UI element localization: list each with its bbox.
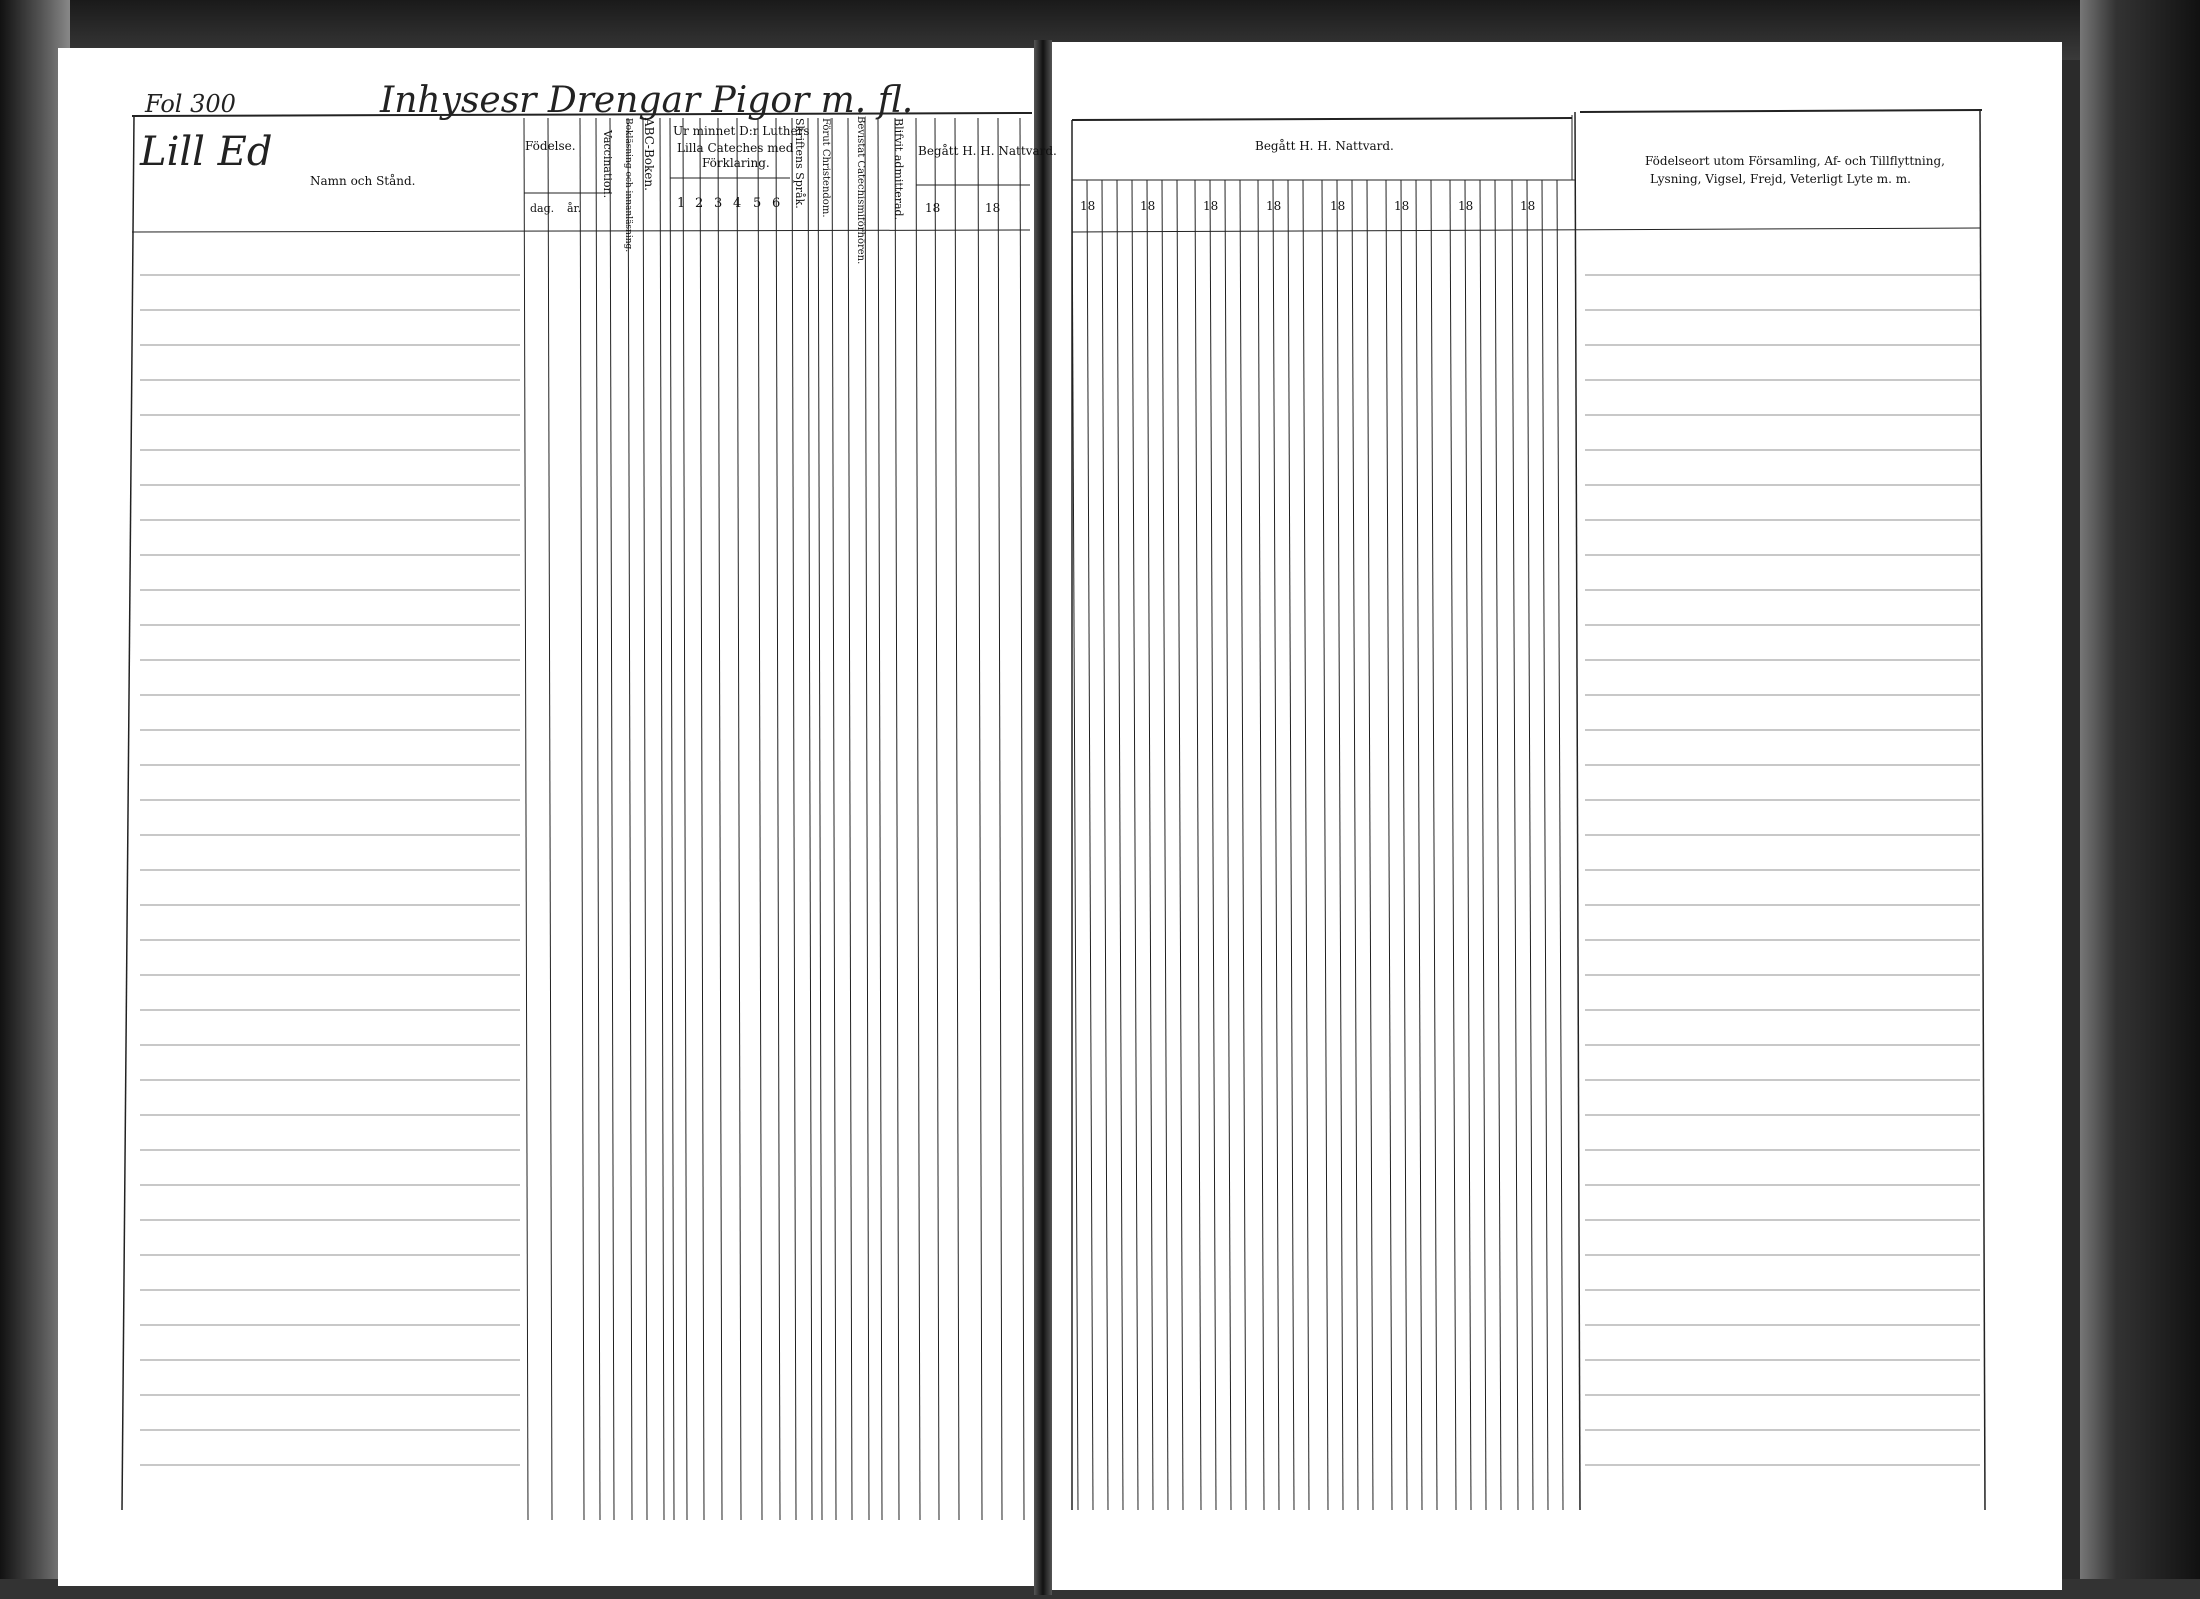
left-column-rule bbox=[718, 118, 722, 1520]
remarks-header-line-2: Lysning, Vigsel, Frejd, Veterligt Lyte m. m. bbox=[1650, 172, 1911, 186]
right-column-rule bbox=[1480, 180, 1486, 1510]
right-column-rule bbox=[1512, 180, 1518, 1510]
right-column-rule bbox=[1352, 180, 1358, 1510]
right-table-right-edge bbox=[1980, 110, 1985, 1510]
right-column-rule bbox=[1147, 180, 1153, 1510]
right-column-rule bbox=[1401, 180, 1407, 1510]
catechism-header-line-2: Lilla Cateches med bbox=[677, 141, 794, 155]
left-column-rule bbox=[808, 118, 812, 1520]
left-column-rule bbox=[935, 118, 939, 1520]
birth-year-header: år. bbox=[567, 202, 582, 215]
left-column-rule bbox=[758, 118, 762, 1520]
right-column-rule bbox=[1367, 180, 1373, 1510]
left-column-rule bbox=[955, 118, 959, 1520]
right-header-bottom bbox=[1072, 228, 1980, 232]
right-column-rule bbox=[1273, 180, 1279, 1510]
left-column-rule bbox=[848, 118, 852, 1520]
abc-book-header: ABC-Boken. bbox=[642, 118, 656, 191]
catechism-header-line-3: Förklaring. bbox=[702, 156, 770, 170]
right-column-rule bbox=[1557, 180, 1563, 1510]
left-column-rule bbox=[818, 118, 822, 1520]
right-column-rule bbox=[1132, 180, 1138, 1510]
left-column-rule bbox=[700, 118, 704, 1520]
right-column-rule bbox=[1288, 180, 1294, 1510]
christian-faith-header: Förut Christendom. bbox=[820, 118, 831, 218]
catechism-part-numbers bbox=[677, 196, 780, 211]
left-communion-year-label: 18 bbox=[985, 201, 1001, 215]
left-column-rule bbox=[895, 118, 899, 1520]
left-table-left-edge bbox=[122, 116, 134, 1510]
left-column-rule bbox=[580, 118, 584, 1520]
left-column-rule bbox=[628, 118, 632, 1520]
left-column-rule bbox=[596, 118, 600, 1520]
catechism-part-number: 2 bbox=[695, 196, 704, 211]
right-column-rule bbox=[1450, 180, 1456, 1510]
left-column-rule bbox=[524, 118, 528, 1520]
handwritten-village-name: Lill Ed bbox=[140, 129, 273, 175]
right-column-rule bbox=[1117, 180, 1123, 1510]
left-column-rule bbox=[776, 118, 780, 1520]
vaccination-header: Vaccination. bbox=[601, 130, 614, 199]
left-column-rule bbox=[548, 118, 552, 1520]
right-communion-year-label: 18 bbox=[1140, 199, 1156, 213]
right-column-rule bbox=[1162, 180, 1168, 1510]
right-communion-year-label: 18 bbox=[1266, 199, 1282, 213]
left-column-rule bbox=[660, 118, 664, 1520]
catechism-part-number: 3 bbox=[714, 196, 723, 211]
left-column-rule bbox=[683, 118, 687, 1520]
right-column-rule bbox=[1087, 180, 1093, 1510]
left-column-rule bbox=[610, 118, 614, 1520]
right-column-rule bbox=[1386, 180, 1392, 1510]
admitted-header: Blifvit admitterad. bbox=[892, 118, 905, 221]
left-column-rule bbox=[1020, 118, 1024, 1520]
handwritten-section-title: Inhysesr Drengar Pigor m. fl. bbox=[380, 80, 914, 121]
remarks-left-edge bbox=[1575, 112, 1580, 1510]
right-communion-top bbox=[1072, 118, 1572, 120]
right-communion-year-label: 18 bbox=[1458, 199, 1474, 213]
left-communion-year-labels bbox=[925, 201, 1000, 215]
right-column-rule bbox=[1195, 180, 1201, 1510]
left-column-rule bbox=[670, 118, 674, 1520]
name-and-status-header: Namn och Stånd. bbox=[310, 174, 416, 188]
right-communion-year-labels bbox=[1080, 199, 1535, 213]
right-column-rule bbox=[1527, 180, 1533, 1510]
right-column-rule bbox=[1322, 180, 1328, 1510]
right-column-rule bbox=[1337, 180, 1343, 1510]
right-column-rule bbox=[1072, 180, 1078, 1510]
right-column-rule bbox=[1210, 180, 1216, 1510]
left-column-rule bbox=[792, 118, 796, 1520]
right-column-rule bbox=[1258, 180, 1264, 1510]
right-column-rule bbox=[1431, 180, 1437, 1510]
catechism-part-number: 6 bbox=[772, 196, 781, 211]
right-column-rule bbox=[1303, 180, 1309, 1510]
left-communion-header: Begått H. H. Nattvard. bbox=[918, 144, 1057, 158]
catechism-part-number: 4 bbox=[733, 196, 742, 211]
catechism-part-number: 1 bbox=[677, 196, 686, 211]
remarks-top bbox=[1580, 110, 1982, 112]
handwritten-folio: Fol 300 bbox=[145, 90, 236, 118]
right-column-rule bbox=[1542, 180, 1548, 1510]
left-communion-year-label: 18 bbox=[925, 201, 941, 215]
left-column-rule bbox=[865, 118, 869, 1520]
right-column-rule bbox=[1495, 180, 1501, 1510]
left-column-rule bbox=[643, 118, 647, 1520]
right-communion-year-label: 18 bbox=[1203, 199, 1219, 213]
birth-header: Födelse. bbox=[525, 139, 576, 153]
left-column-rule bbox=[878, 118, 882, 1520]
right-column-rule bbox=[1465, 180, 1471, 1510]
right-communion-year-label: 18 bbox=[1330, 199, 1346, 213]
right-communion-year-label: 18 bbox=[1520, 199, 1536, 213]
right-communion-year-label: 18 bbox=[1080, 199, 1096, 213]
left-column-rule bbox=[998, 118, 1002, 1520]
reading-header: Bokläsning och innanläsning. bbox=[623, 118, 633, 253]
right-communion-year-label: 18 bbox=[1394, 199, 1410, 213]
right-column-rule bbox=[1225, 180, 1231, 1510]
remarks-header-line-1: Födelseort utom Församling, Af- och Tillflyttning, bbox=[1645, 154, 1945, 168]
right-column-rule bbox=[1240, 180, 1246, 1510]
left-column-rule bbox=[916, 118, 920, 1520]
catechism-exams-header: Bevistat Catechismiförhören. bbox=[855, 116, 866, 265]
right-communion-header: Begått H. H. Nattvard. bbox=[1255, 139, 1394, 153]
catechism-header-line-1: Ur minnet D:r Luthers bbox=[673, 124, 810, 138]
birth-day-header: dag. bbox=[530, 202, 555, 215]
left-column-rule bbox=[978, 118, 982, 1520]
right-column-rule bbox=[1177, 180, 1183, 1510]
scripture-header: Skriftens Språk. bbox=[793, 118, 806, 209]
right-column-rule bbox=[1416, 180, 1422, 1510]
left-column-rule bbox=[737, 118, 741, 1520]
left-column-rule bbox=[832, 118, 836, 1520]
ruled-lines bbox=[122, 110, 1985, 1520]
right-column-rule bbox=[1102, 180, 1108, 1510]
catechism-part-number: 5 bbox=[753, 196, 762, 211]
